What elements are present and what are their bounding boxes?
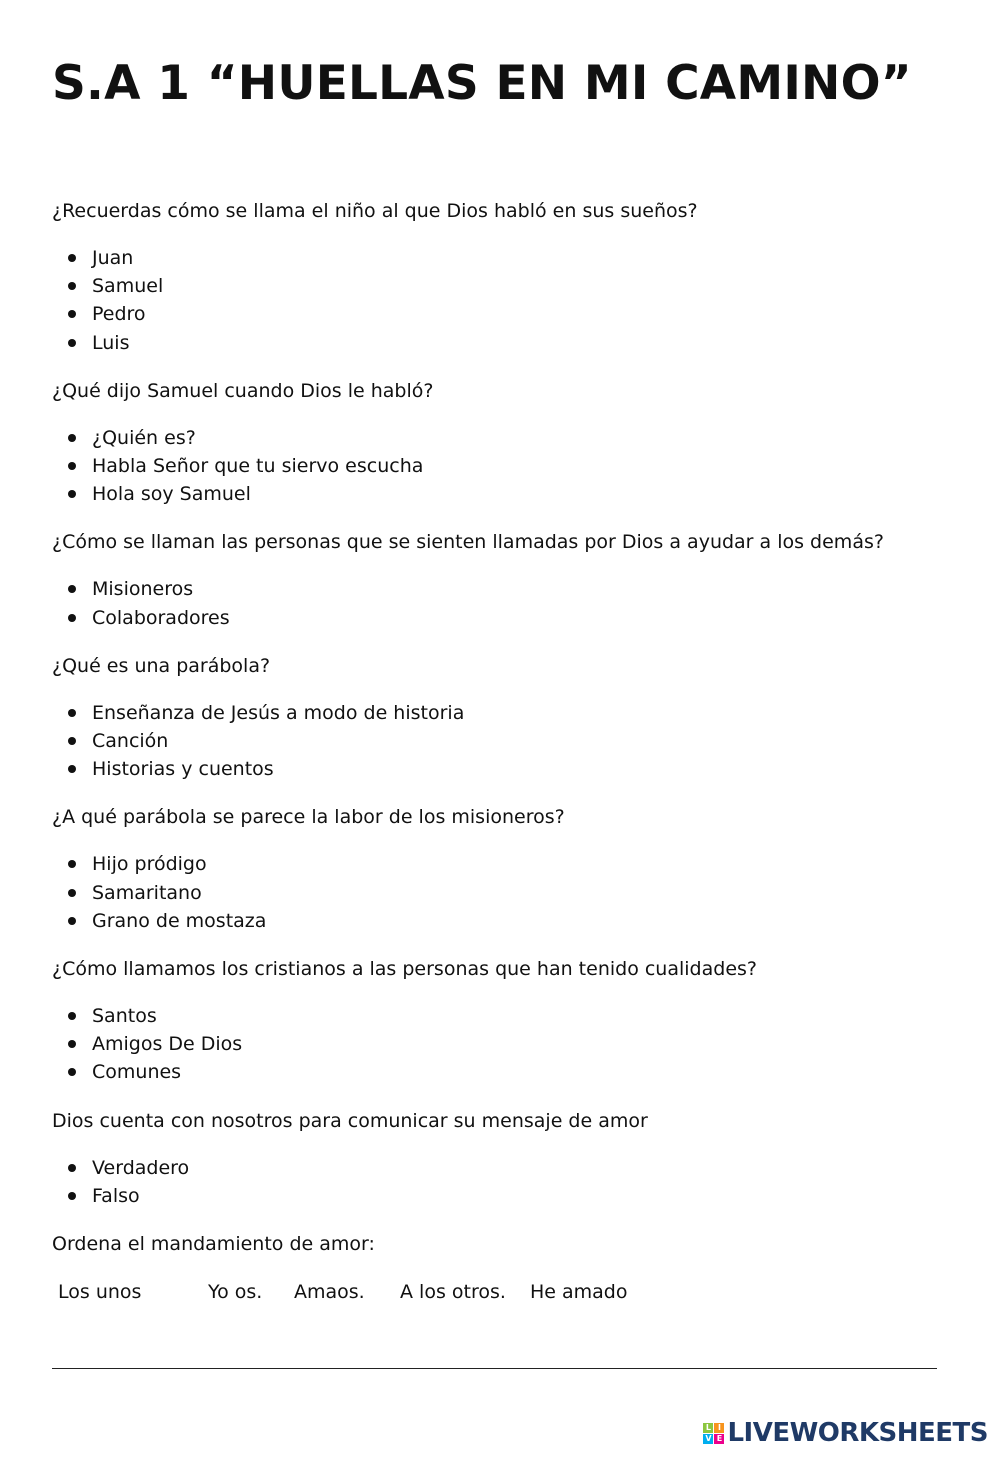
answer-option[interactable]	[52, 300, 952, 328]
answer-option[interactable]	[52, 1154, 952, 1182]
question-6	[52, 955, 952, 1087]
question-1	[52, 197, 952, 357]
bullet-icon	[68, 614, 76, 622]
word-bank	[52, 1278, 952, 1306]
bullet-icon	[68, 709, 76, 717]
answer-options	[52, 699, 952, 784]
bullet-icon	[68, 1040, 76, 1048]
bullet-icon	[68, 1068, 76, 1076]
answer-option[interactable]	[52, 604, 952, 632]
question-text: ¿A qué parábola se parece la labor de los misioneros?	[52, 806, 565, 829]
option-label: Misioneros	[92, 578, 194, 601]
option-label: Hola soy Samuel	[92, 483, 251, 506]
option-label: Santos	[92, 1005, 157, 1028]
answer-option[interactable]	[52, 699, 952, 727]
question-4	[52, 652, 952, 784]
question-text: ¿Qué dijo Samuel cuando Dios le habló?	[52, 379, 434, 402]
question-text: ¿Recuerdas cómo se llama el niño al que Dios habló en sus sueños?	[52, 200, 698, 222]
answer-option[interactable]	[52, 850, 952, 878]
option-label: Historias y cuentos	[92, 758, 274, 781]
ordering-exercise	[52, 1230, 952, 1306]
bullet-icon	[68, 860, 76, 868]
answer-option[interactable]	[52, 727, 952, 755]
draggable-word[interactable]: Los unos	[58, 1281, 142, 1304]
answer-options	[52, 850, 952, 935]
answer-options	[52, 244, 952, 357]
question-2	[52, 377, 952, 509]
question-5	[52, 803, 952, 935]
question-text: ¿Qué es una parábola?	[52, 654, 271, 677]
answer-option[interactable]	[52, 452, 952, 480]
option-label: Juan	[92, 247, 134, 269]
logo-mark-icon	[703, 1423, 724, 1444]
worksheet-content	[52, 197, 952, 1306]
option-label: ¿Quién es?	[92, 426, 196, 449]
option-label: Pedro	[92, 303, 146, 326]
option-label: Grano de mostaza	[92, 909, 267, 932]
ordering-prompt: Ordena el mandamiento de amor:	[52, 1233, 375, 1256]
bullet-icon	[68, 1192, 76, 1200]
draggable-word[interactable]: Amaos.	[294, 1281, 365, 1304]
bullet-icon	[68, 765, 76, 773]
answer-options	[52, 1002, 952, 1087]
answer-options	[52, 424, 952, 509]
logo-cell: L	[703, 1423, 713, 1433]
question-text: ¿Cómo llamamos los cristianos a las personas que han tenido cualidades?	[52, 958, 757, 981]
answer-option[interactable]	[52, 575, 952, 603]
answer-option[interactable]	[52, 1002, 952, 1030]
answer-options	[52, 575, 952, 631]
bullet-icon	[68, 339, 76, 347]
bullet-icon	[68, 310, 76, 318]
answer-option[interactable]	[52, 480, 952, 508]
worksheet-title: S.A 1 “HUELLAS EN MI CAMINO”	[52, 56, 912, 111]
option-label: Samaritano	[92, 881, 202, 904]
bullet-icon	[68, 462, 76, 470]
logo-text: LIVEWORKSHEETS	[727, 1418, 988, 1448]
bullet-icon	[68, 917, 76, 925]
option-label: Habla Señor que tu siervo escucha	[92, 455, 424, 478]
bullet-icon	[68, 434, 76, 442]
draggable-word[interactable]: A los otros.	[400, 1281, 506, 1304]
bullet-icon	[68, 490, 76, 498]
bullet-icon	[68, 1164, 76, 1172]
draggable-word[interactable]: Yo os.	[208, 1281, 263, 1304]
option-label: Amigos De Dios	[92, 1033, 243, 1056]
answer-option[interactable]	[52, 755, 952, 783]
bullet-icon	[68, 1012, 76, 1020]
answer-line[interactable]	[52, 1368, 937, 1369]
answer-option[interactable]	[52, 879, 952, 907]
draggable-word[interactable]: He amado	[530, 1281, 628, 1304]
option-label: Falso	[92, 1184, 140, 1207]
answer-option[interactable]	[52, 272, 952, 300]
bullet-icon	[68, 585, 76, 593]
logo-cell: V	[705, 1433, 712, 1443]
liveworksheets-logo	[703, 1416, 988, 1450]
answer-option[interactable]	[52, 1058, 952, 1086]
logo-cell: I	[714, 1423, 724, 1433]
answer-options	[52, 1154, 952, 1210]
answer-option[interactable]	[52, 1030, 952, 1058]
bullet-icon	[68, 737, 76, 745]
option-label: Canción	[92, 730, 169, 753]
answer-option[interactable]	[52, 1182, 952, 1210]
question-text: ¿Cómo se llaman las personas que se sienten llamadas por Dios a ayudar a los demás?	[52, 531, 884, 554]
bullet-icon	[68, 282, 76, 290]
answer-option[interactable]	[52, 907, 952, 935]
bullet-icon	[68, 889, 76, 897]
bullet-icon	[68, 254, 76, 262]
option-label: Comunes	[92, 1061, 182, 1084]
answer-option[interactable]	[52, 329, 952, 357]
option-label: Samuel	[92, 275, 164, 298]
answer-option[interactable]	[52, 424, 952, 452]
option-label: Verdadero	[92, 1156, 190, 1179]
question-7	[52, 1107, 952, 1210]
option-label: Enseñanza de Jesús a modo de historia	[92, 701, 465, 724]
question-3	[52, 528, 952, 631]
question-text: Dios cuenta con nosotros para comunicar su mensaje de amor	[52, 1109, 648, 1132]
option-label: Colaboradores	[92, 606, 230, 629]
option-label: Luis	[92, 331, 130, 354]
answer-option[interactable]	[52, 244, 952, 272]
option-label: Hijo pródigo	[92, 853, 207, 876]
logo-cell: E	[714, 1434, 724, 1444]
